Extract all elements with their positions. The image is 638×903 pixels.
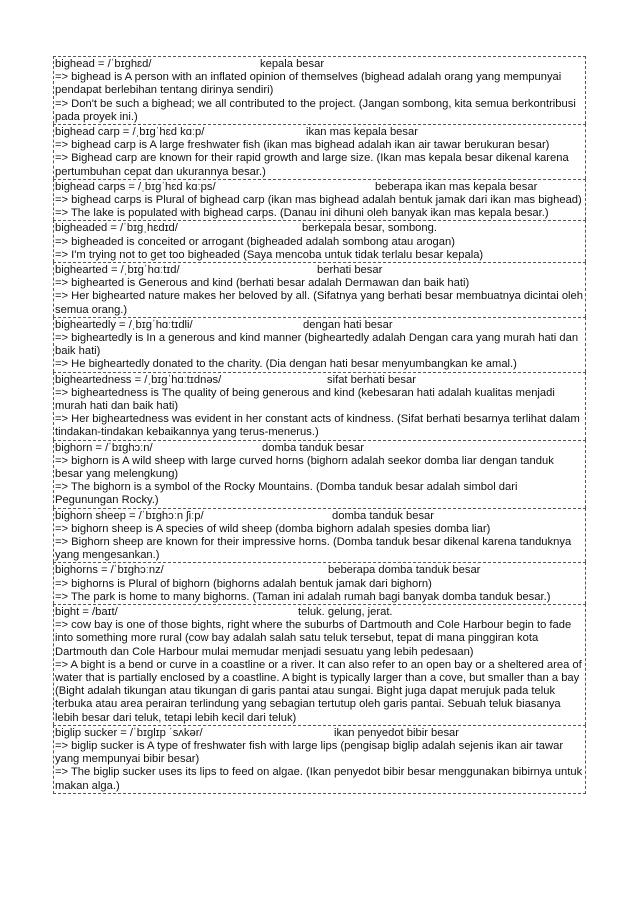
translation-gloss: dengan hati besar xyxy=(303,318,393,331)
definition-line: => bighead carp is A large freshwater fish (ikan mas bighead adalah ikan air tawar berukuran besar) xyxy=(55,139,550,152)
translation-gloss: ikan mas kepala besar xyxy=(306,126,418,138)
dictionary-entry xyxy=(53,179,586,221)
dictionary-entry xyxy=(53,604,586,725)
headword-pronunciation: bigheartedly = /ˌbɪɡˈhɑːtɪdli/ xyxy=(55,318,193,331)
dictionary-entry xyxy=(53,56,586,124)
example-sentence: => The biglip sucker uses its lips to feed on algae. (Ikan penyedot bibir besar menggunakan bibirnya untuk makan alga.) xyxy=(55,766,583,792)
entry-header xyxy=(55,374,584,387)
translation-gloss: beberapa domba tanduk besar xyxy=(328,564,481,577)
example-sentence: => Her bigheartedness was evident in her constant acts of kindness. (Sifat berhati besarnya terlihat dalam tindakan-tindakan kebaikannya yang terus-menerus.) xyxy=(55,413,580,439)
definition-line: => bigheartedly is In a generous and kind manner (bigheartedly adalah Dengan cara yang murah hati dan baik hati) xyxy=(55,331,579,358)
glossary-document xyxy=(53,56,586,794)
translation-gloss: kepala besar xyxy=(260,58,325,70)
example-sentence: => I'm trying not to get too bigheaded (Saya mencoba untuk tidak terlalu besar kepala) xyxy=(55,248,484,261)
entry-header xyxy=(55,319,584,332)
dictionary-entry xyxy=(53,440,586,508)
entry-header xyxy=(55,510,584,523)
example-sentence: => Bighorn sheep are known for their impressive horns. (Domba tanduk besar dikenal karena tanduknya yang mengesankan.) xyxy=(55,535,572,562)
example-sentence: => He bigheartedly donated to the charity. (Dia dengan hati besar menyumbangkan ke amal.) xyxy=(55,358,517,371)
definition-line: => bighorns is Plural of bighorn (bighorns adalah bentuk jamak dari bighorn) xyxy=(55,577,432,590)
example-sentence: => The bighorn is a symbol of the Rocky Mountains. (Domba tanduk besar adalah simbol dari Pegunungan Rocky.) xyxy=(55,481,518,507)
dictionary-entry xyxy=(53,220,586,262)
dictionary-entry xyxy=(53,372,586,440)
translation-gloss: berkepala besar, sombong. xyxy=(302,222,437,235)
entry-header xyxy=(55,264,584,277)
definition-line: => bighorn is A wild sheep with large curved horns (bighorn adalah seekor domba liar dengan tanduk besar yang melengkung) xyxy=(55,454,554,480)
headword-pronunciation: bigheaded = /ˈbɪɡˌhɛdɪd/ xyxy=(55,222,178,235)
entry-header xyxy=(55,222,584,235)
translation-gloss: sifat berhati besar xyxy=(327,373,416,386)
definition-line: => cow bay is one of those bights, right where the suburbs of Dartmouth and Cole Harbour begin to fade into something more rural (cow bay adalah salah satu teluk tersebut, tepat di mana pinggiran kota Dartmouth dan Cole Harbour mulai memudar menjadi sesuatu yang lebih pedesaan) xyxy=(55,619,572,658)
entry-header xyxy=(55,58,584,71)
headword-pronunciation: bighead carps = /ˌbɪɡˈhɛd kɑːps/ xyxy=(55,180,216,193)
entry-header xyxy=(55,126,584,139)
headword-pronunciation: bighorn sheep = /ˈbɪɡhɔːn ʃiːp/ xyxy=(55,509,204,522)
translation-gloss: domba tanduk besar xyxy=(262,441,364,454)
entry-header xyxy=(55,727,584,740)
definition-line: => bighorn sheep is A species of wild sheep (domba bighorn adalah spesies domba liar) xyxy=(55,522,491,535)
definition-line: => biglip sucker is A type of freshwater fish with large lips (pengisap biglip adalah sejenis ikan air tawar yang mempunyai bibir besar) xyxy=(55,739,564,766)
entry-header xyxy=(55,181,584,194)
entry-header xyxy=(55,442,584,455)
example-sentence: => A bight is a bend or curve in a coastline or a river. It can also refer to an open bay or a sheltered area of water that is partially enclosed by a coastline. A bight is typically larger than a cove, but smaller than a bay (Bight adalah tikungan atau tikungan di garis pantai atau sungai. Bight juga dapat merujuk pada teluk terbuka atau area perairan terlindung yang sebagian tertutup oleh garis pantai. Sebuah teluk biasanya lebih besar dari teluk, tetapi lebih kecil dari teluk) xyxy=(55,658,582,724)
dictionary-entry xyxy=(53,124,586,179)
headword-pronunciation: biglip sucker = /ˈbɪɡlɪp ˈsʌkər/ xyxy=(55,726,203,739)
translation-gloss: teluk. gelung, jerat. xyxy=(298,605,393,618)
definition-line: => bighearted is Generous and kind (berhati besar adalah Dermawan dan baik hati) xyxy=(55,277,470,290)
dictionary-entry xyxy=(53,562,586,604)
definition-line: => bighead is A person with an inflated opinion of themselves (bighead adalah orang yang mempunyai pendapat berlebihan tentang dirinya sendiri) xyxy=(55,71,562,97)
example-sentence: => Her bighearted nature makes her beloved by all. (Sifatnya yang berhati besar membuatnya dicintai oleh semua orang.) xyxy=(55,290,583,316)
entry-header xyxy=(55,564,584,577)
headword-pronunciation: bighorn = /ˈbɪɡhɔːn/ xyxy=(55,441,153,454)
headword-pronunciation: bigheartedness = /ˌbɪɡˈhɑːtɪdnəs/ xyxy=(55,373,222,386)
headword-pronunciation: bighearted = /ˌbɪɡˈhɑːtɪd/ xyxy=(55,263,180,276)
dictionary-entry xyxy=(53,725,586,794)
headword-pronunciation: bighead = /ˈbɪɡhɛd/ xyxy=(55,58,152,70)
example-sentence: => Don't be such a bighead; we all contributed to the project. (Jangan sombong, kita semua berkontribusi pada proyek ini.) xyxy=(55,97,576,123)
dictionary-entry xyxy=(53,508,586,563)
example-sentence: => Bighead carp are known for their rapid growth and large size. (Ikan mas kepala besar dikenal karena pertumbuhan cepat dan ukurannya besar.) xyxy=(55,152,569,178)
definition-line: => bigheartedness is The quality of being generous and kind (kebesaran hati adalah kualitas menjadi murah hati dan baik hati) xyxy=(55,386,555,412)
headword-pronunciation: bighead carp = /ˌbɪɡˈhɛd kɑːp/ xyxy=(55,126,205,138)
translation-gloss: ikan penyedot bibir besar xyxy=(334,726,460,739)
translation-gloss: berhati besar xyxy=(317,263,383,276)
dictionary-entry xyxy=(53,317,586,372)
translation-gloss: beberapa ikan mas kepala besar xyxy=(375,180,538,193)
example-sentence: => The lake is populated with bighead carps. (Danau ini dihuni oleh banyak ikan mas kepala besar.) xyxy=(55,207,549,220)
definition-line: => bigheaded is conceited or arrogant (bigheaded adalah sombong atau arogan) xyxy=(55,235,455,248)
entry-header xyxy=(55,606,584,619)
translation-gloss: domba tanduk besar xyxy=(332,509,434,522)
dictionary-entry xyxy=(53,262,586,317)
headword-pronunciation: bight = /baɪt/ xyxy=(55,605,118,618)
headword-pronunciation: bighorns = /ˈbɪɡhɔːnz/ xyxy=(55,564,164,577)
definition-line: => bighead carps is Plural of bighead carp (ikan mas bighead adalah bentuk jamak dari ikan mas bighead) xyxy=(55,193,582,206)
example-sentence: => The park is home to many bighorns. (Taman ini adalah rumah bagi banyak domba tanduk besar.) xyxy=(55,590,551,603)
